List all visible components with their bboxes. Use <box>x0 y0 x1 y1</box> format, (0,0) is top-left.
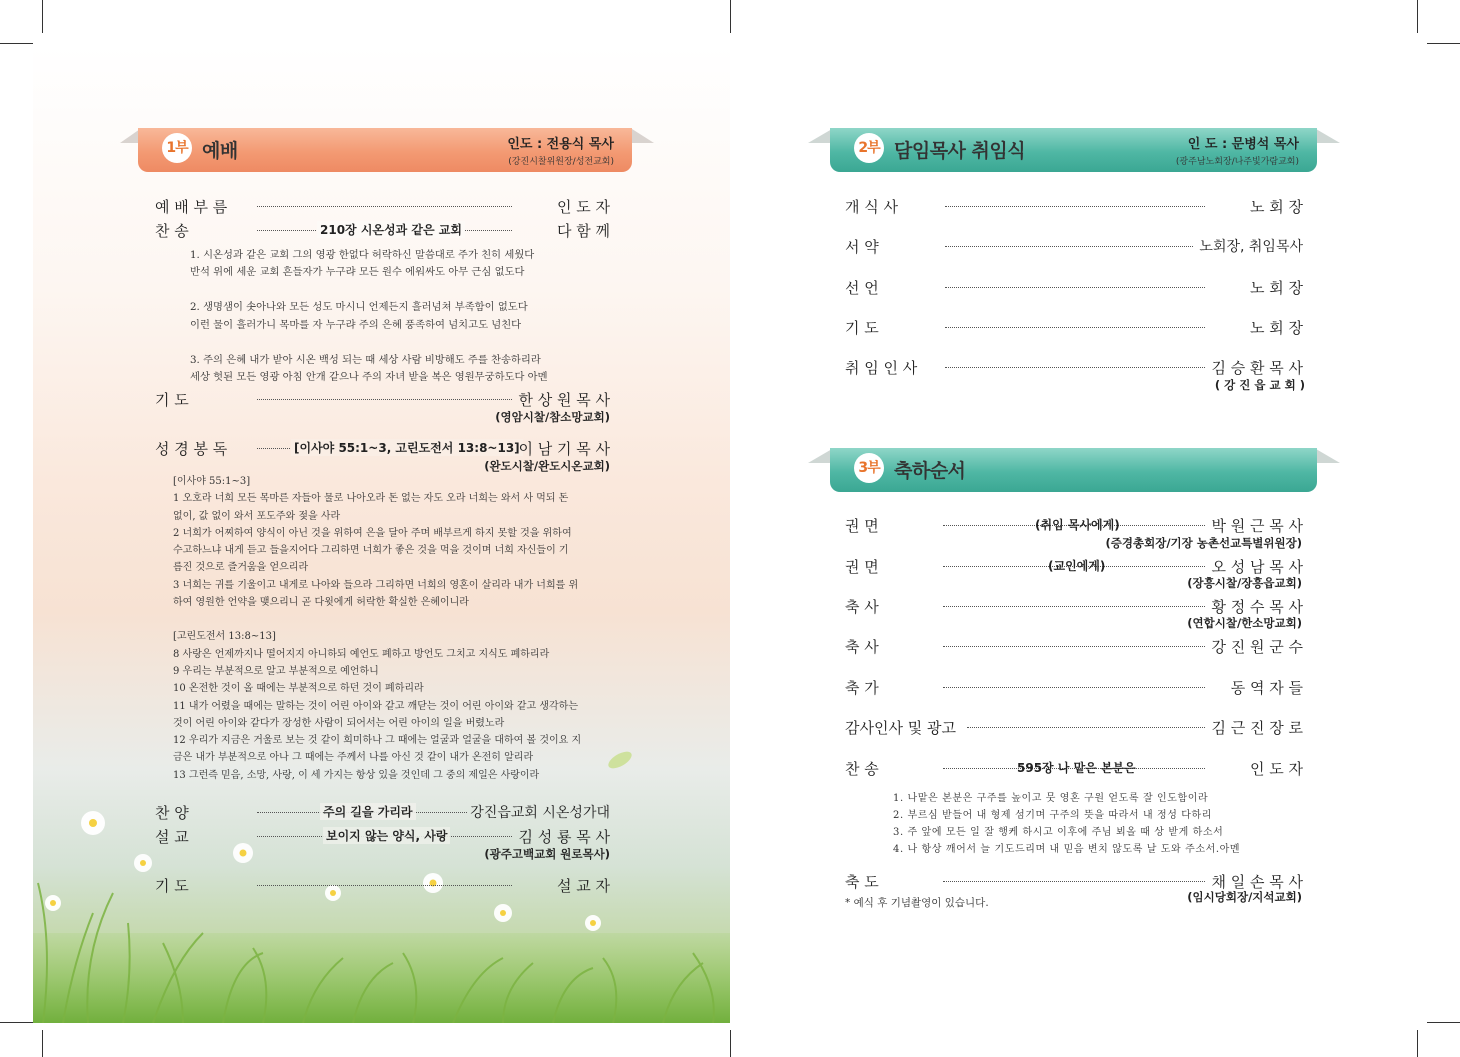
row-note: (취임 목사에게) <box>1035 518 1120 532</box>
row-label: 축 사 <box>845 638 879 656</box>
order-row <box>845 357 1303 377</box>
row-label: 예 배 부 름 <box>155 198 228 216</box>
row-sub: (영암시찰/참소망교회) <box>495 410 610 424</box>
row-value: 강 진 원 군 수 <box>1211 638 1303 656</box>
row-value: 이 남 기 목 사 <box>518 440 610 458</box>
row-value: 인 도 자 <box>556 198 610 216</box>
scripture-text: [이사야 55:1~3] 1 오호라 너희 모든 목마른 자들아 물로 나아오라 돈 없는 자도 오라 너희는 와서 사 먹되 돈 없이, 값 없이 와서 포도주와 젖을 사라 2 너희가 어찌하여 양식이 아닌 것을 위하여 은을 달아 주며 배부르게 하지 못할 것을 위하여 수고하느냐 내게 듣고 들을지어다 그리하면 너희가 좋은 것을 먹을 것이며 너희 자신들이 기 름진 것으로 즐거움을 얻으리라 3 너희는 귀를 기울이고 내게로 나아와 들으라 그리하면 너희의 영혼이 살리라 내가 너희를 위 하여 영원한 언약을 맺으리니 곧 다윗에게 허락한 확실한 은혜이니라 [고린도전서 13:8~13] 8 사랑은 언제까지나 떨어지지 아니하되 예언도 폐하고 방언도 그치고 지식도 폐하리라 9 우리는 부분적으로 알고 부분적으로 예언하니 10 온전한 것이 올 때에는 부분적으로 하던 것이 폐하리라 11 내가 어렸을 때에는 말하는 것이 어린 아이와 같고 깨닫는 것이 어린 아이와 같고 생각하는 것이 어린 아이와 같다가 장성한 사람이 되어서는 어린 아이의 일을 버렸노라 12 우리가 지금은 거울로 보는 것 같이 희미하나 그 때에는 얼굴과 얼굴을 대하여 볼 것이요 지 금은 내가 부분적으로 아나 그 때에는 주께서 나를 아신 것 같이 내가 온전히 알리라 13 그런즉 믿음, 소망, 사랑, 이 세 가지는 항상 있을 것인데 그 중의 제일은 사랑이라 <box>173 476 582 781</box>
part3-badge: 3부 <box>854 453 884 483</box>
footnote: * 예식 후 기념촬영이 있습니다. <box>845 897 989 909</box>
row-label: 선 언 <box>845 279 879 297</box>
row-label: 성 경 봉 독 <box>155 440 228 458</box>
order-row <box>155 220 610 240</box>
part2-leader-sub: (광주남노회장/나주빛가람교회) <box>1175 157 1299 167</box>
order-row <box>845 515 1303 535</box>
row-value: 인 도 자 <box>1249 760 1303 778</box>
row-value: 김 승 환 목 사 <box>1211 359 1303 377</box>
order-row <box>845 236 1303 256</box>
order-row <box>845 196 1303 216</box>
order-row-benediction <box>845 871 1303 891</box>
row-label: 감사인사 및 광고 <box>845 719 956 737</box>
row-value: 동 역 자 들 <box>1230 679 1303 697</box>
row-label: 축 도 <box>845 873 879 891</box>
row-sub: (완도시찰/완도시온교회) <box>484 459 610 473</box>
row-value: 박 원 근 목 사 <box>1211 517 1303 535</box>
order-row <box>845 596 1303 616</box>
row-label: 기 도 <box>845 319 879 337</box>
order-row-reading <box>155 438 610 458</box>
row-label: 축 사 <box>845 598 879 616</box>
row-label: 축 가 <box>845 679 879 697</box>
scripture-reference: [이사야 55:1~3, 고린도전서 13:8~13] <box>291 439 523 456</box>
part2-leader: 인 도 : 문병석 목사 <box>1187 137 1299 152</box>
order-row-sermon <box>155 826 610 846</box>
row-label: 찬 송 <box>845 760 879 778</box>
order-row <box>155 196 610 216</box>
row-value: 노 회 장 <box>1249 279 1303 297</box>
row-sub: (임시당회장/지석교회) <box>1187 890 1302 904</box>
crop-mark <box>42 1030 43 1057</box>
row-label: 기 도 <box>155 391 189 409</box>
row-value: 채 일 손 목 사 <box>1211 873 1303 891</box>
row-value: 강진읍교회 시온성가대 <box>470 805 610 821</box>
part1-badge: 1부 <box>162 133 192 163</box>
row-value: 오 성 남 목 사 <box>1211 558 1303 576</box>
order-row <box>845 556 1303 576</box>
crop-mark <box>730 0 731 33</box>
crop-mark <box>0 1022 33 1023</box>
row-sub: (광주고백교회 원로목사) <box>484 847 610 861</box>
row-label: 권 면 <box>845 558 879 576</box>
row-value: 노 회 장 <box>1249 319 1303 337</box>
order-row <box>845 317 1303 337</box>
crop-mark <box>730 1030 731 1057</box>
part1-leader-sub: (강진시찰위원장/성전교회) <box>508 157 614 167</box>
part2-badge: 2부 <box>854 133 884 163</box>
order-row-closing <box>155 875 610 895</box>
order-row <box>845 277 1303 297</box>
row-label: 권 면 <box>845 517 879 535</box>
row-label: 찬 양 <box>155 804 189 822</box>
row-value: 다 함 께 <box>556 222 610 240</box>
hymn-lyrics: 1. 시온성과 같은 교회 그의 영광 한없다 허락하신 말씀대로 주가 친히 세웠다 반석 위에 세운 교회 흔들자가 누구랴 모든 원수 에워싸도 아무 근심 없도다 2. 생명샘이 솟아나와 모든 성도 마시니 언제든지 흘러넘쳐 부족함이 없도다 이런 물이 흘러가니 목마를 자 누구랴 주의 은혜 풍족하여 넘치고도 넘친다 3. 주의 은혜 내가 받아 시온 백성 되는 때 세상 사람 비방해도 주를 찬송하리라 세상 헛된 모든 영광 아침 안개 같으나 주의 자녀 받을 복은 영원무궁하도다 아멘 <box>190 249 548 384</box>
crop-mark <box>1427 1022 1460 1023</box>
row-label: 개 식 사 <box>845 198 899 216</box>
crop-mark <box>1427 43 1460 44</box>
part2-banner <box>830 128 1317 172</box>
row-sub: (장흥시찰/장흥읍교회) <box>1187 576 1302 590</box>
crop-mark <box>1417 1030 1418 1057</box>
row-value: 노회장, 취임목사 <box>1199 239 1303 255</box>
row-label: 취 임 인 사 <box>845 359 918 377</box>
row-sub: ( 강 진 읍 교 회 ) <box>1214 378 1305 392</box>
row-value: 노 회 장 <box>1249 198 1303 216</box>
order-row <box>845 636 1303 656</box>
crop-mark <box>42 0 43 33</box>
hymn-lyrics-2: 1. 나맡은 본분은 구주를 높이고 뭇 영혼 구원 얻도록 잘 인도함이라 2. 부르심 받들어 내 형제 섬기며 구주의 뜻을 따라서 내 정성 다하리 3. 주 앞에 모든 일 잘 행케 하시고 이후에 주님 뵈올 때 상 받게 하소서 4. 나 항상 깨어서 늘 기도드리며 내 믿음 변치 않도록 날 도와 주소서.아멘 <box>893 793 1241 855</box>
hymn-title: 210장 시온성과 같은 교회 <box>317 221 465 238</box>
part1-leader: 인도 : 전용식 목사 <box>507 137 614 152</box>
row-value: 김 근 진 장 로 <box>1211 719 1303 737</box>
row-label: 서 약 <box>845 238 879 256</box>
row-sub: (증경총회장/기장 농촌선교특별위원장) <box>1105 536 1302 550</box>
row-sub: (연합시찰/한소망교회) <box>1187 616 1302 630</box>
row-label: 기 도 <box>155 877 189 895</box>
leaf-icon <box>605 748 635 772</box>
row-note: (교인에게) <box>1048 559 1106 573</box>
order-row <box>845 717 1303 737</box>
part1-banner <box>138 128 632 172</box>
order-row <box>845 677 1303 697</box>
crop-mark <box>0 43 33 44</box>
part3-banner <box>830 448 1317 492</box>
crop-mark <box>1417 0 1418 33</box>
part2-title: 담임목사 취임식 <box>894 140 1026 162</box>
sermon-title: 보이지 않는 양식, 사랑 <box>323 827 450 844</box>
part3-title: 축하순서 <box>894 460 966 482</box>
anthem-title: 주의 길을 가리라 <box>320 803 416 820</box>
order-row-prayer <box>155 389 610 409</box>
order-row <box>845 758 1303 778</box>
part1-title: 예배 <box>202 140 238 162</box>
row-label: 찬 송 <box>155 222 189 240</box>
row-value: 김 성 룡 목 사 <box>518 828 610 846</box>
row-label: 설 교 <box>155 828 189 846</box>
row-value: 황 정 수 목 사 <box>1211 598 1303 616</box>
order-row-anthem <box>155 802 610 822</box>
hymn-title: 595장 나 맡은 본분은 <box>1017 761 1136 775</box>
row-value: 설 교 자 <box>556 877 610 895</box>
row-value: 한 상 원 목 사 <box>518 391 610 409</box>
